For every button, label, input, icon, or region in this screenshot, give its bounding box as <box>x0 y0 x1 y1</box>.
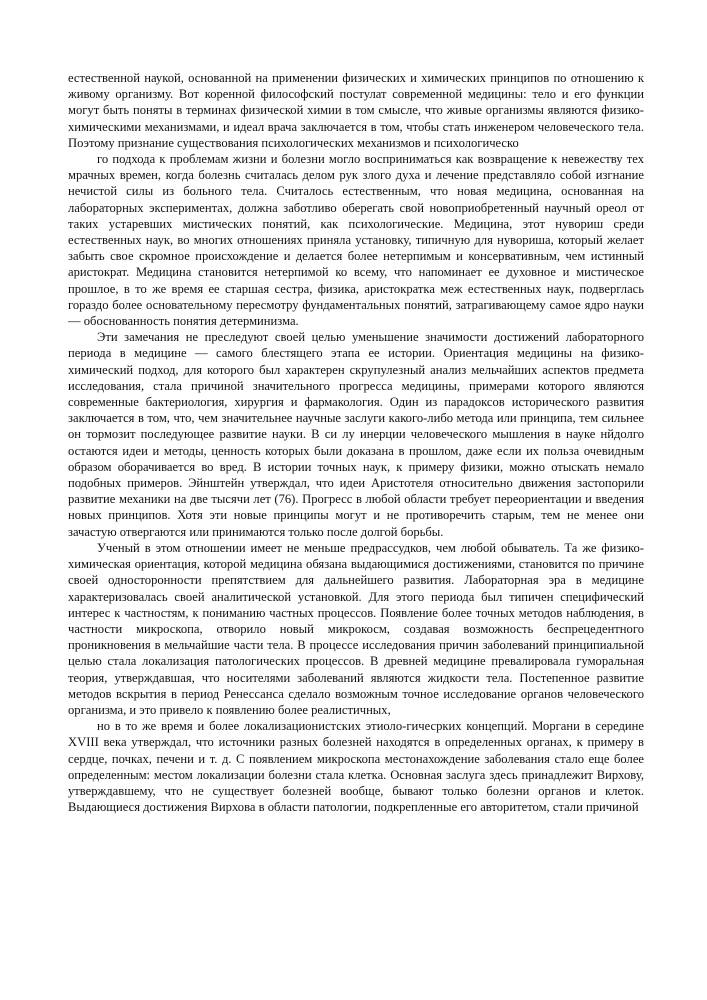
paragraph-4: Ученый в этом отношении имеет не меньше предрассудков, чем любой обыватель. Та же физико-химическая ориентация, которой медицина обязана выдающимися достижениями, становится по причине своей односторонности препятствием для дальнейшего развития. Лабораторная эра в медицине характеризовалась своей аналитической установкой. Для этого периода был типичен специфический интерес к частностям, к пониманию частных процессов. Появление более точных методов наблюдения, в частности микроскопа, отворило новый микрокосм, создавая возможность беспрецедентного проникновения в мельчайшие части тела. В процессе исследования причин заболеваний принципиальной целью стала локализация патологических процессов. В древней медицине превалировала гуморальная теория, утверждавшая, что носителями заболеваний являются жидкости тела. Постепенное развитие методов вскрытия в период Ренессанса сделало возможным точное исследование органов человеческого организма, и это привело к появлению более реалистичных, <box>68 540 644 717</box>
paragraph-2: го подхода к проблемам жизни и болезни могло восприниматься как возвращение к невежеству тех мрачных времен, когда болезнь считалась делом рук злого духа и лечение представляло собой изгнание нечистой силы из больного тела. Считалось естественным, что новая медицина, основанная на лабораторных экспериментах, должна заботливо оберегать свой новоприобретенный научный ореол от таких устаревших мистических понятий, как психологические. Медицина, этот нувориш среди естественных наук, во многих отношениях приняла установку, типичную для нувориша, который желает забыть свое скромное происхождение и делается более нетерпимым и консервативным, чем истинный аристократ. Медицина становится нетерпимой ко всему, что напоминает ее духовное и мистическое прошлое, в то же время ее старшая сестра, физика, аристократка меж естественных наук, подверглась гораздо более основательному пересмотру фундаментальных понятий, затрагивающему самое ядро науки — обоснованность понятия детерминизма. <box>68 152 644 329</box>
paragraph-5: но в то же время и более локализационистских этиоло-гичесрких концепций. Моргани в середине XVIII века утверждал, что источники разных болезней находятся в определенных органах, к примеру в сердце, почках, печени и т. д. С появлением микроскопа местонахождение заболевания стало еще более определенным: местом локализации болезни стала клетка. Основная заслуга здесь принадлежит Вирхову, утверждавшему, что не существует болезней вообще, бывают только болезни органов и клеток. Выдающиеся достижения Вирхова в области патологии, подкрепленные его авторитетом, стали причиной <box>68 719 644 815</box>
paragraph-1: естественной наукой, основанной на применении физических и химических принципов по отношению к живому организму. Вот коренной философский постулат современной медицины: тело и его функции могут быть поняты в терминах физической химии в том смысле, что живые организмы являются физико-химическими механизмами, и идеал врача заключается в том, чтобы стать инженером человеческого тела. Поэтому признание существования психологических механизмов и психологическо <box>68 71 644 150</box>
paragraph-3: Эти замечания не преследуют своей целью уменьшение значимости достижений лабораторного периода в медицине — самого блестящего этапа ее истории. Ориентация медицины на физико-химический подход, для которого был характерен скрупулезный анализ мельчайших аспектов предмета исследования, стала причиной значительного прогресса медицины, примерами которого являются современные бактериология, хирургия и фармакология. Один из парадоксов исторического развития заключается в том, что, чем значительнее научные заслуги какого-либо метода или принципа, тем сильнее он тормозит последующее развитие науки. В си лу инерции человеческого мышления в науке нйдолго остаются идеи и методы, ценность которых были доказана в прошлом, даже если их польза очевидным образом оборачивается во вред. В истории точных наук, к примеру физики, можно отыскать немало подобных примеров. Эйнштейн утверждал, что идеи Аристотеля относительно движения застопорили развитие механики на две тысячи лет (76). Прогресс в любой области требует переориентации и введения новых принципов. Хотя эти новые принципы могут и не противоречить старым, тем не менее они зачастую отвергаются или принимаются только после долгой борьбы. <box>68 330 644 539</box>
